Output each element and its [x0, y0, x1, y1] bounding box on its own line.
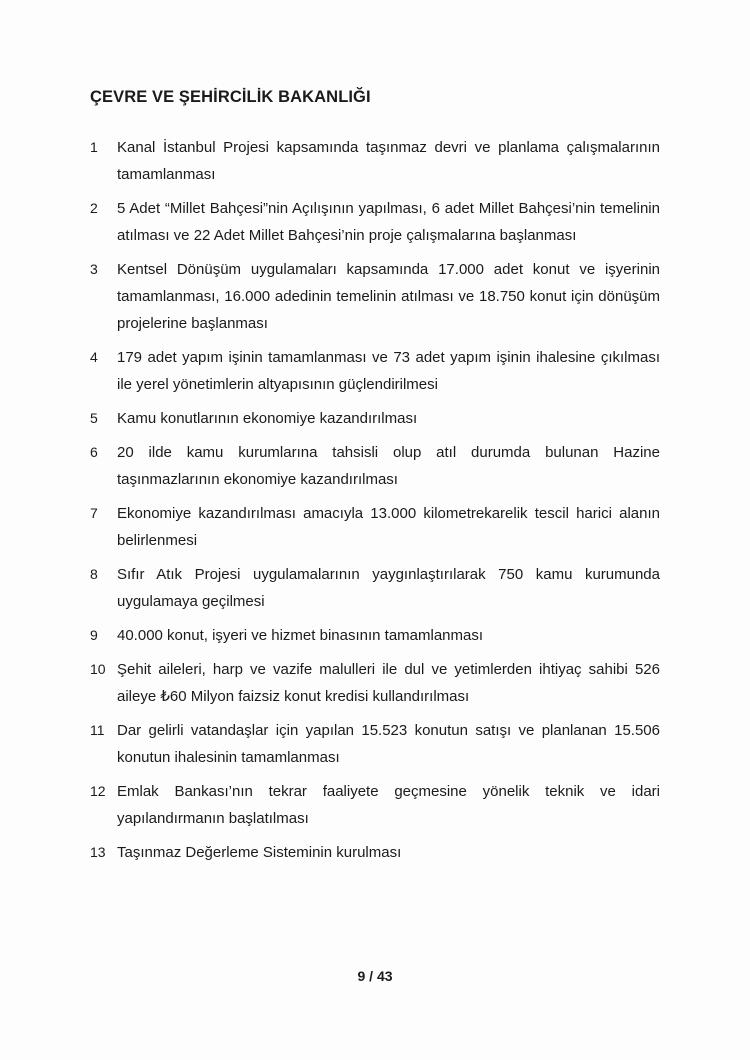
list-item-number: 13 — [90, 844, 106, 860]
list-item-number: 5 — [90, 410, 98, 426]
list-item-number: 1 — [90, 139, 98, 155]
list-item — [90, 717, 660, 771]
list-item-text: Ekonomiye kazandırılması amacıyla 13.000 kilometrekarelik tescil harici alanın belirlenmesi — [117, 505, 660, 549]
list-item-text: 5 Adet “Millet Bahçesi”nin Açılışının yapılması, 6 adet Millet Bahçesi’nin temelinin atılması ve 22 Adet Millet Bahçesi’nin proje çalışmalarına başlanması — [117, 200, 660, 244]
list-item-number: 10 — [90, 661, 106, 677]
list-item-number: 9 — [90, 627, 98, 643]
list-item-number: 7 — [90, 505, 98, 521]
list-item-number: 6 — [90, 444, 98, 460]
list-item — [90, 256, 660, 337]
list-item — [90, 500, 660, 554]
list-item-number: 2 — [90, 200, 98, 216]
list-item-text: 40.000 konut, işyeri ve hizmet binasının tamamlanması — [117, 627, 484, 644]
list-item — [90, 405, 660, 432]
list-item — [90, 778, 660, 832]
list-item-number: 3 — [90, 261, 98, 277]
list-item-text: Kamu konutlarının ekonomiye kazandırılması — [117, 410, 418, 427]
list-item — [90, 195, 660, 249]
list-item-text: Taşınmaz Değerleme Sisteminin kurulması — [117, 844, 402, 861]
list-item-text: Dar gelirli vatandaşlar için yapılan 15.523 konutun satışı ve planlanan 15.506 konutun ihalesinin tamamlanması — [117, 722, 660, 766]
list-item — [90, 622, 660, 649]
list-item-text: Kanal İstanbul Projesi kapsamında taşınmaz devri ve planlama çalışmalarının tamamlanması — [117, 139, 660, 183]
goal-list — [90, 134, 660, 866]
list-item-text: Sıfır Atık Projesi uygulamalarının yaygınlaştırılarak 750 kamu kurumunda uygulamaya geçilmesi — [117, 566, 660, 610]
list-item — [90, 839, 660, 866]
list-item — [90, 561, 660, 615]
page-number: 9 / 43 — [357, 968, 393, 984]
list-item — [90, 134, 660, 188]
list-item — [90, 656, 660, 710]
list-item-text: 179 adet yapım işinin tamamlanması ve 73 adet yapım işinin ihalesine çıkılması ile yerel yönetimlerin altyapısının güçlendirilmesi — [117, 349, 660, 393]
list-item-number: 4 — [90, 349, 98, 365]
list-item-text: Şehit aileleri, harp ve vazife malulleri ile dul ve yetimlerden ihtiyaç sahibi 526 aileye ₺60 Milyon faizsiz konut kredisi kullandırılması — [117, 661, 660, 705]
page-title: ÇEVRE VE ŞEHİRCİLİK BAKANLIĞI — [90, 88, 371, 106]
list-item-text: Kentsel Dönüşüm uygulamaları kapsamında 17.000 adet konut ve işyerinin tamamlanması, 16.000 adedinin temelinin atılması ve 18.750 konut için dönüşüm projelerine başlanması — [117, 261, 660, 332]
list-item-text: Emlak Bankası’nın tekrar faaliyete geçmesine yönelik teknik ve idari yapılandırmanın başlatılması — [117, 783, 660, 827]
list-item — [90, 439, 660, 493]
list-item-number: 11 — [90, 722, 105, 738]
list-item — [90, 344, 660, 398]
list-item-number: 12 — [90, 783, 106, 799]
list-item-text: 20 ilde kamu kurumlarına tahsisli olup atıl durumda bulunan Hazine taşınmazlarının ekonomiye kazandırılması — [117, 444, 660, 488]
list-item-number: 8 — [90, 566, 98, 582]
